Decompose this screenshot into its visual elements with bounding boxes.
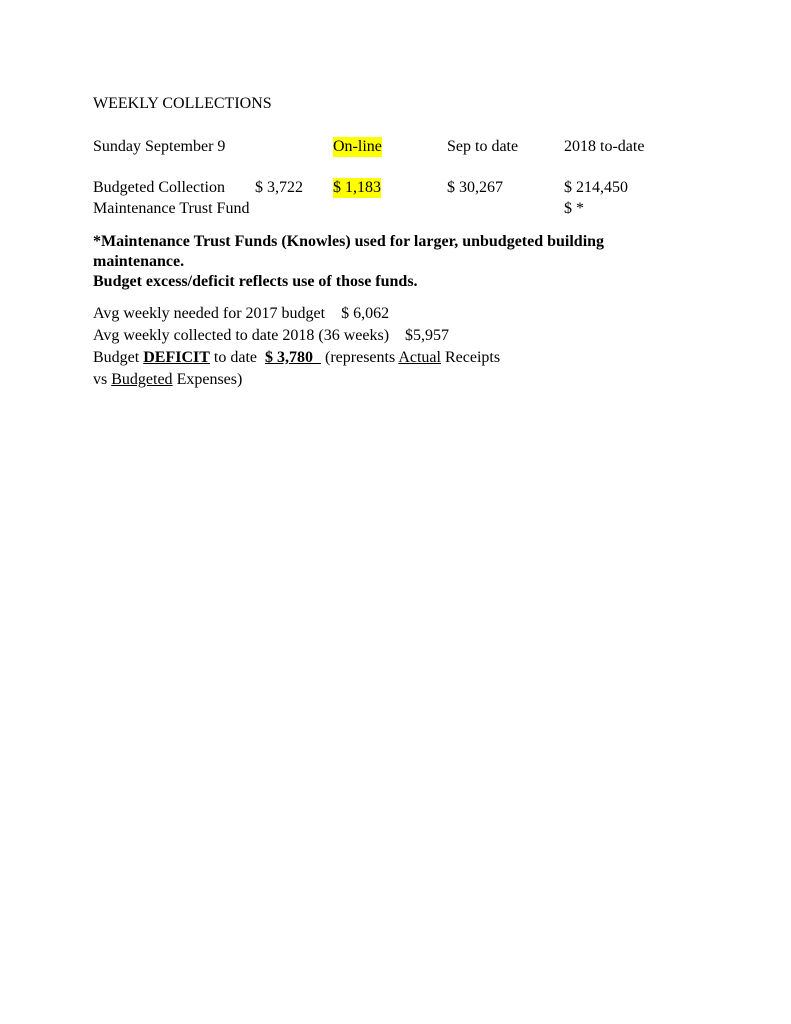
budget-summary [93,303,500,391]
trust-fund-value: $ * [564,200,584,217]
vs-word: vs [93,371,108,388]
avg-needed-value: $ 6,062 [341,305,390,322]
avg-needed-line [93,303,500,325]
month-to-date-header: Sep to date [447,138,519,155]
avg-needed-label: Avg weekly needed for 2017 budget [93,305,326,322]
trust-fund-note [93,232,604,292]
budgeted-collection-value: $ 3,722 [255,179,303,196]
avg-collected-label: Avg weekly collected to date 2018 (36 weeks) [93,327,390,344]
actual-word: Actual [398,349,441,366]
online-header: On-line [333,138,382,155]
deficit-value: $ 3,780 [265,349,313,366]
year-to-date-header: 2018 to-date [564,138,645,155]
deficit-word: DEFICIT [143,349,210,366]
document-title: WEEKLY COLLECTIONS [93,95,272,112]
trust-fund-label: Maintenance Trust Fund [93,200,250,217]
avg-collected-line [93,325,500,347]
expenses-word: Expenses) [176,371,243,388]
budgeted-collection-label: Budgeted Collection [93,179,225,196]
date-label: Sunday September 9 [93,138,226,155]
month-to-date-value: $ 30,267 [447,179,503,196]
deficit-paren-start: (represents [325,349,396,366]
deficit-prefix: Budget [93,349,140,366]
receipts-word: Receipts [444,349,501,366]
avg-collected-value: $5,957 [405,327,450,344]
note-line-2: maintenance. [93,253,185,270]
note-line-3: Budget excess/deficit reflects use of those funds. [93,273,418,290]
deficit-line [93,347,500,369]
deficit-middle: to date [213,349,257,366]
online-value: $ 1,183 [333,179,381,196]
budgeted-word: Budgeted [111,371,173,388]
year-to-date-value: $ 214,450 [564,179,628,196]
deficit-line-2 [93,369,500,391]
note-line-1: *Maintenance Trust Funds (Knowles) used for larger, unbudgeted building [93,233,605,250]
